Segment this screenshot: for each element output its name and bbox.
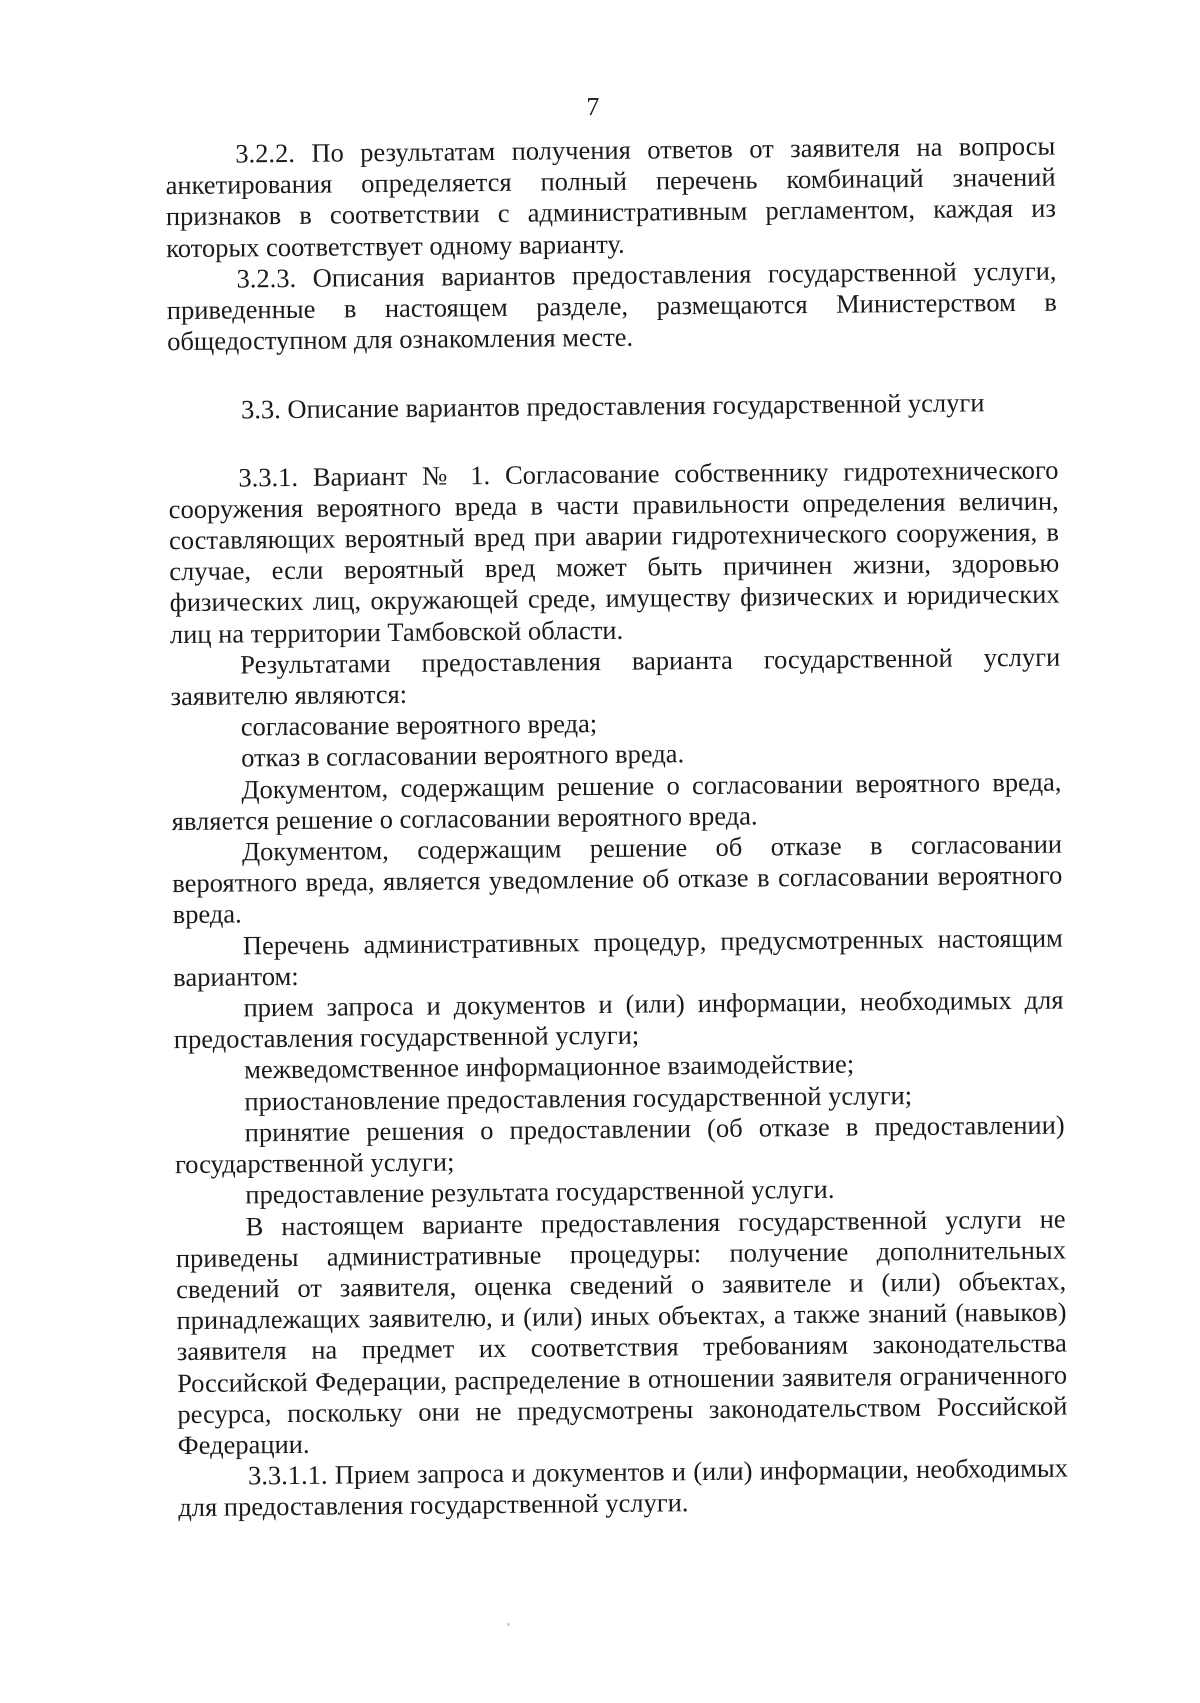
- paragraph-3-3-1: 3.3.1. Вариант № 1. Согласование собственнику гидротехнического сооружения вероятного вреда в части правильности определения величин, составляющих вероятный вред при аварии гидротехнического сооружения, в случае, если вероятный вред может быть причинен жизни, здоровью физических лиц, окружающей среде, имуществу физических и юридических лиц на территории Тамбовской области.: [168, 454, 1060, 649]
- doc-refusal-paragraph: Документом, содержащим решение об отказе в согласовании вероятного вреда, является уведомление об отказе в согласовании вероятного вреда.: [172, 828, 1063, 930]
- procedure-item-5: предоставление результата государственной услуги.: [245, 1174, 835, 1210]
- scan-speck: [507, 1623, 509, 1626]
- procedure-item-3: приостановление предоставления государственной услуги;: [244, 1079, 913, 1117]
- result-item-refusal: отказ в согласовании вероятного вреда.: [240, 738, 685, 773]
- result-item-approval: согласование вероятного вреда;: [240, 708, 598, 742]
- paragraph-3-2-2: 3.2.2. По результатам получения ответов от заявителя на вопросы анкетирования определяется полный перечень комбинаций значений признаков в соответствии с административным регламентом, каждая из которых соответствует одному варианту.: [165, 130, 1057, 263]
- procedures-intro: Перечень административных процедур, предусмотренных настоящим вариантом:: [173, 922, 1064, 992]
- paragraph-3-3-1-1: 3.3.1.1. Прием запроса и документов и (или) информации, необходимых для предоставления государственной услуги.: [178, 1452, 1069, 1523]
- doc-decision-paragraph: Документом, содержащим решение о согласовании вероятного вреда, является решение о согласовании вероятного вреда.: [171, 766, 1062, 836]
- results-intro: Результатами предоставления варианта государственной услуги заявителю являются:: [170, 641, 1061, 712]
- procedure-item-4: принятие решения о предоставлении (об отказе в предоставлении) государственной услуги;: [174, 1109, 1065, 1180]
- section-heading-3-3: 3.3. Описание вариантов предоставления государственной услуги: [240, 387, 985, 425]
- procedure-item-2: межведомственное информационное взаимодействие;: [243, 1049, 855, 1085]
- procedure-item-1: прием запроса и документов и (или) информации, необходимых для предоставления государственной услуги;: [173, 984, 1064, 1055]
- document-body: [165, 131, 1068, 1524]
- not-included-paragraph: В настоящем варианте предоставления государственной услуги не приведены административные процедуры: получение дополнительных сведений от заявителя, оценка сведений о заявителе и (или) объектах, принадлежащих заявителю, и (или) иных объектах, а также знаний (навыков) заявителя на предмет их соответствия требованиям законодательства Российской Федерации, распределение в отношении заявителя ограниченного ресурса, поскольку они не предусмотрены законодательством Российской Федерации.: [175, 1203, 1068, 1461]
- paragraph-3-2-3: 3.2.3. Описания вариантов предоставления государственной услуги, приведенные в настоящем разделе, размещаются Министерством в общедоступном для ознакомления месте.: [166, 255, 1057, 357]
- page-number: 7: [586, 91, 600, 122]
